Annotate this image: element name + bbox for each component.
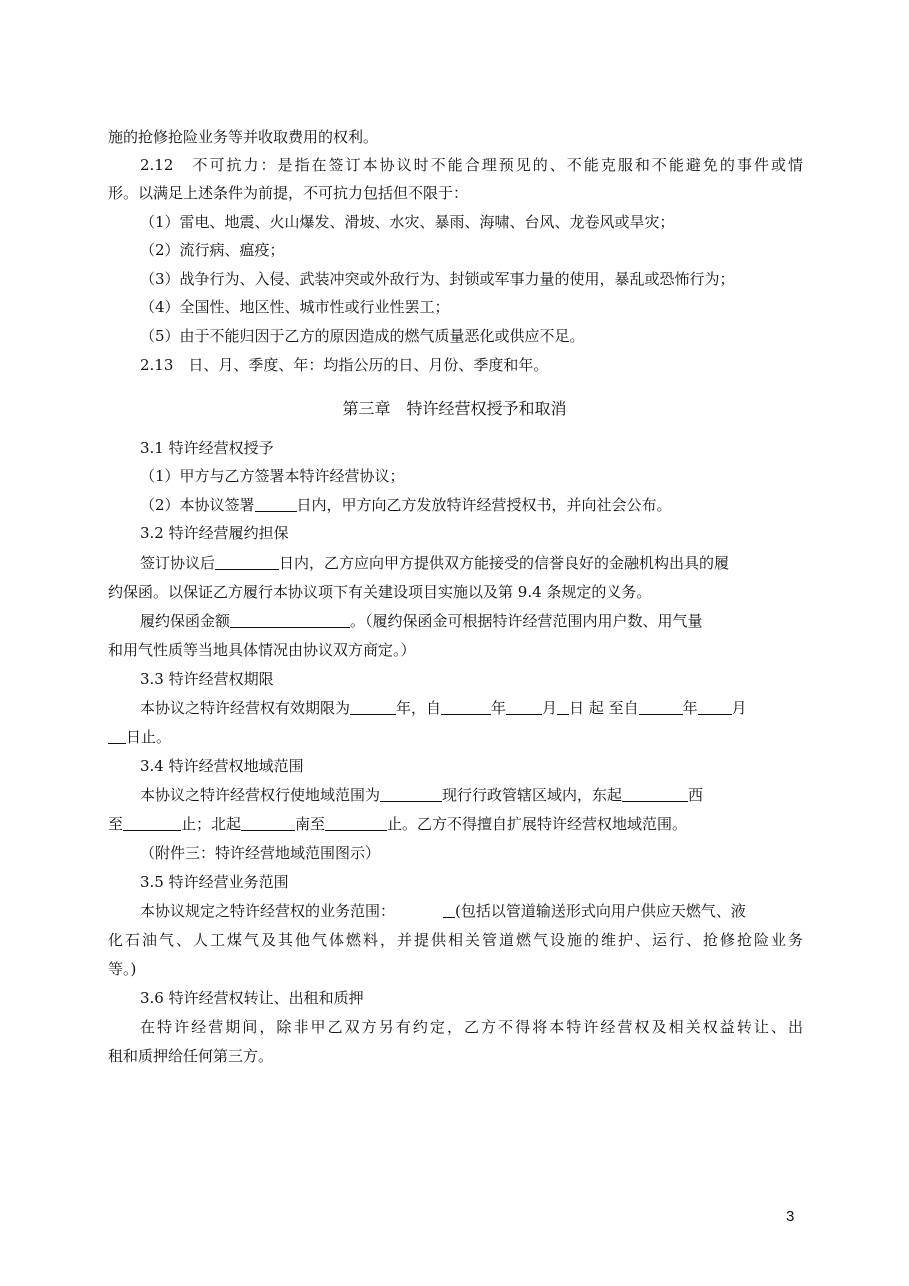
text-span: 年 (491, 699, 507, 717)
blank-field (325, 815, 387, 831)
text-line: 2.13 日、月、季度、年：均指公历的日、月份、季度和年。 (140, 356, 549, 374)
blank-field (108, 728, 126, 744)
section-heading: 3.4 特许经营权地域范围 (140, 757, 304, 775)
text-line (108, 814, 803, 834)
blank-field (557, 699, 569, 715)
blank-field (506, 699, 542, 715)
text-span: 月 (731, 699, 747, 717)
section-heading: 3.3 特许经营权期限 (140, 670, 274, 688)
text-span: （2）本协议签署 (140, 496, 255, 514)
blank-field (230, 612, 350, 628)
list-item: （5）由于不能归因于乙方的原因造成的燃气质量恶化或供应不足。 (140, 327, 585, 345)
text-span: 本协议之特许经营权有效期限为 (140, 699, 351, 717)
list-item (140, 495, 803, 515)
section-heading: 3.5 特许经营业务范围 (140, 873, 289, 891)
text-line: 化石油气、人工煤气及其他气体燃料，并提供相关管道燃气设施的维护、运行、抢修抢险业务 (108, 931, 803, 949)
blank-field (123, 815, 181, 831)
blank-field (380, 786, 442, 802)
text-line: 等。) (108, 960, 137, 978)
text-line: 和用气性质等当地具体情况由协议双方商定。） (108, 641, 416, 659)
section-heading: 3.2 特许经营履约担保 (140, 524, 289, 542)
text-line: 在特许经营期间，除非甲乙双方另有约定，乙方不得将本特许经营权及相关权益转让、出 (140, 1018, 803, 1036)
text-span: 。（履约保函金可根据特许经营范围内用户数、用气量 (350, 612, 703, 630)
list-item: （3）战争行为、入侵、武装冲突或外敌行为、封锁或军事力量的使用，暴乱或恐怖行为； (140, 270, 735, 288)
text-span: 现行行政管辖区域内，东起 (442, 786, 623, 804)
text-span: 本协议规定之特许经营权的业务范围： (140, 902, 396, 920)
text-line (140, 698, 803, 718)
text-line: 约保函。以保证乙方履行本协议项下有关建设项目实施以及第 9.4 条规定的义务。 (108, 583, 652, 601)
chapter-title: 第三章 特许经营权授予和取消 (342, 399, 567, 418)
text-span: 日止。 (126, 728, 172, 746)
text-line: 形。以满足上述条件为前提，不可抗力包括但不限于： (108, 184, 469, 202)
text-span: 止；北起 (181, 815, 242, 833)
section-heading: 3.6 特许经营权转让、出租和质押 (140, 989, 364, 1007)
text-span: 止。乙方不得擅自扩展特许经营权地域范围。 (387, 815, 688, 833)
text-span: 月 (542, 699, 558, 717)
text-line (108, 727, 803, 747)
list-item: （1）雷电、地震、火山爆发、滑坡、水灾、暴雨、海啸、台风、龙卷风或旱灾； (140, 213, 675, 231)
text-line (140, 553, 803, 573)
blank-field (639, 699, 683, 715)
blank-field (441, 699, 491, 715)
text-span: 南至 (295, 815, 326, 833)
text-line (140, 611, 803, 631)
text-span: 日 起 至自 (569, 699, 639, 717)
text-span: 年，自 (396, 699, 442, 717)
text-line: 租和质押给任何第三方。 (108, 1047, 274, 1065)
text-span: 履约保函金额 (140, 612, 231, 630)
text-line (140, 785, 803, 805)
text-span: 至 (108, 815, 124, 833)
text-span: 签订协议后 (140, 554, 216, 572)
blank-field (350, 699, 396, 715)
text-span: 日内，甲方向乙方发放特许经营授权书，并向社会公布。 (296, 496, 672, 514)
text-span: 西 (688, 786, 704, 804)
text-line (140, 901, 803, 921)
page-number: 3 (786, 1208, 795, 1225)
section-heading: 3.1 特许经营权授予 (140, 439, 274, 457)
blank-field (698, 699, 732, 715)
note: （附件三：特许经营地域范围图示） (140, 844, 381, 862)
blank-field (255, 496, 297, 512)
text-span: 年 (682, 699, 698, 717)
text-span: 日内，乙方应向甲方提供双方能接受的信誉良好的金融机构出具的履 (279, 554, 730, 572)
blank-field (241, 815, 295, 831)
text-line: 施的抢修抢险业务等并收取费用的权利。 (108, 128, 379, 146)
list-item: （1）甲方与乙方签署本特许经营协议； (140, 467, 405, 485)
list-item: （4）全国性、地区性、城市性或行业性罢工； (140, 298, 450, 316)
text-span: 本协议之特许经营权行使地域范围为 (140, 786, 381, 804)
blank-field (443, 902, 455, 918)
text-span: (包括以管道输送形式向用户供应天燃气、液 (455, 902, 746, 920)
list-item: （2）流行病、瘟疫； (140, 241, 285, 259)
text-line: 2.12 不可抗力：是指在签订本协议时不能合理预见的、不能克服和不能避免的事件或情 (140, 156, 803, 174)
blank-field (622, 786, 688, 802)
blank-field (215, 554, 279, 570)
